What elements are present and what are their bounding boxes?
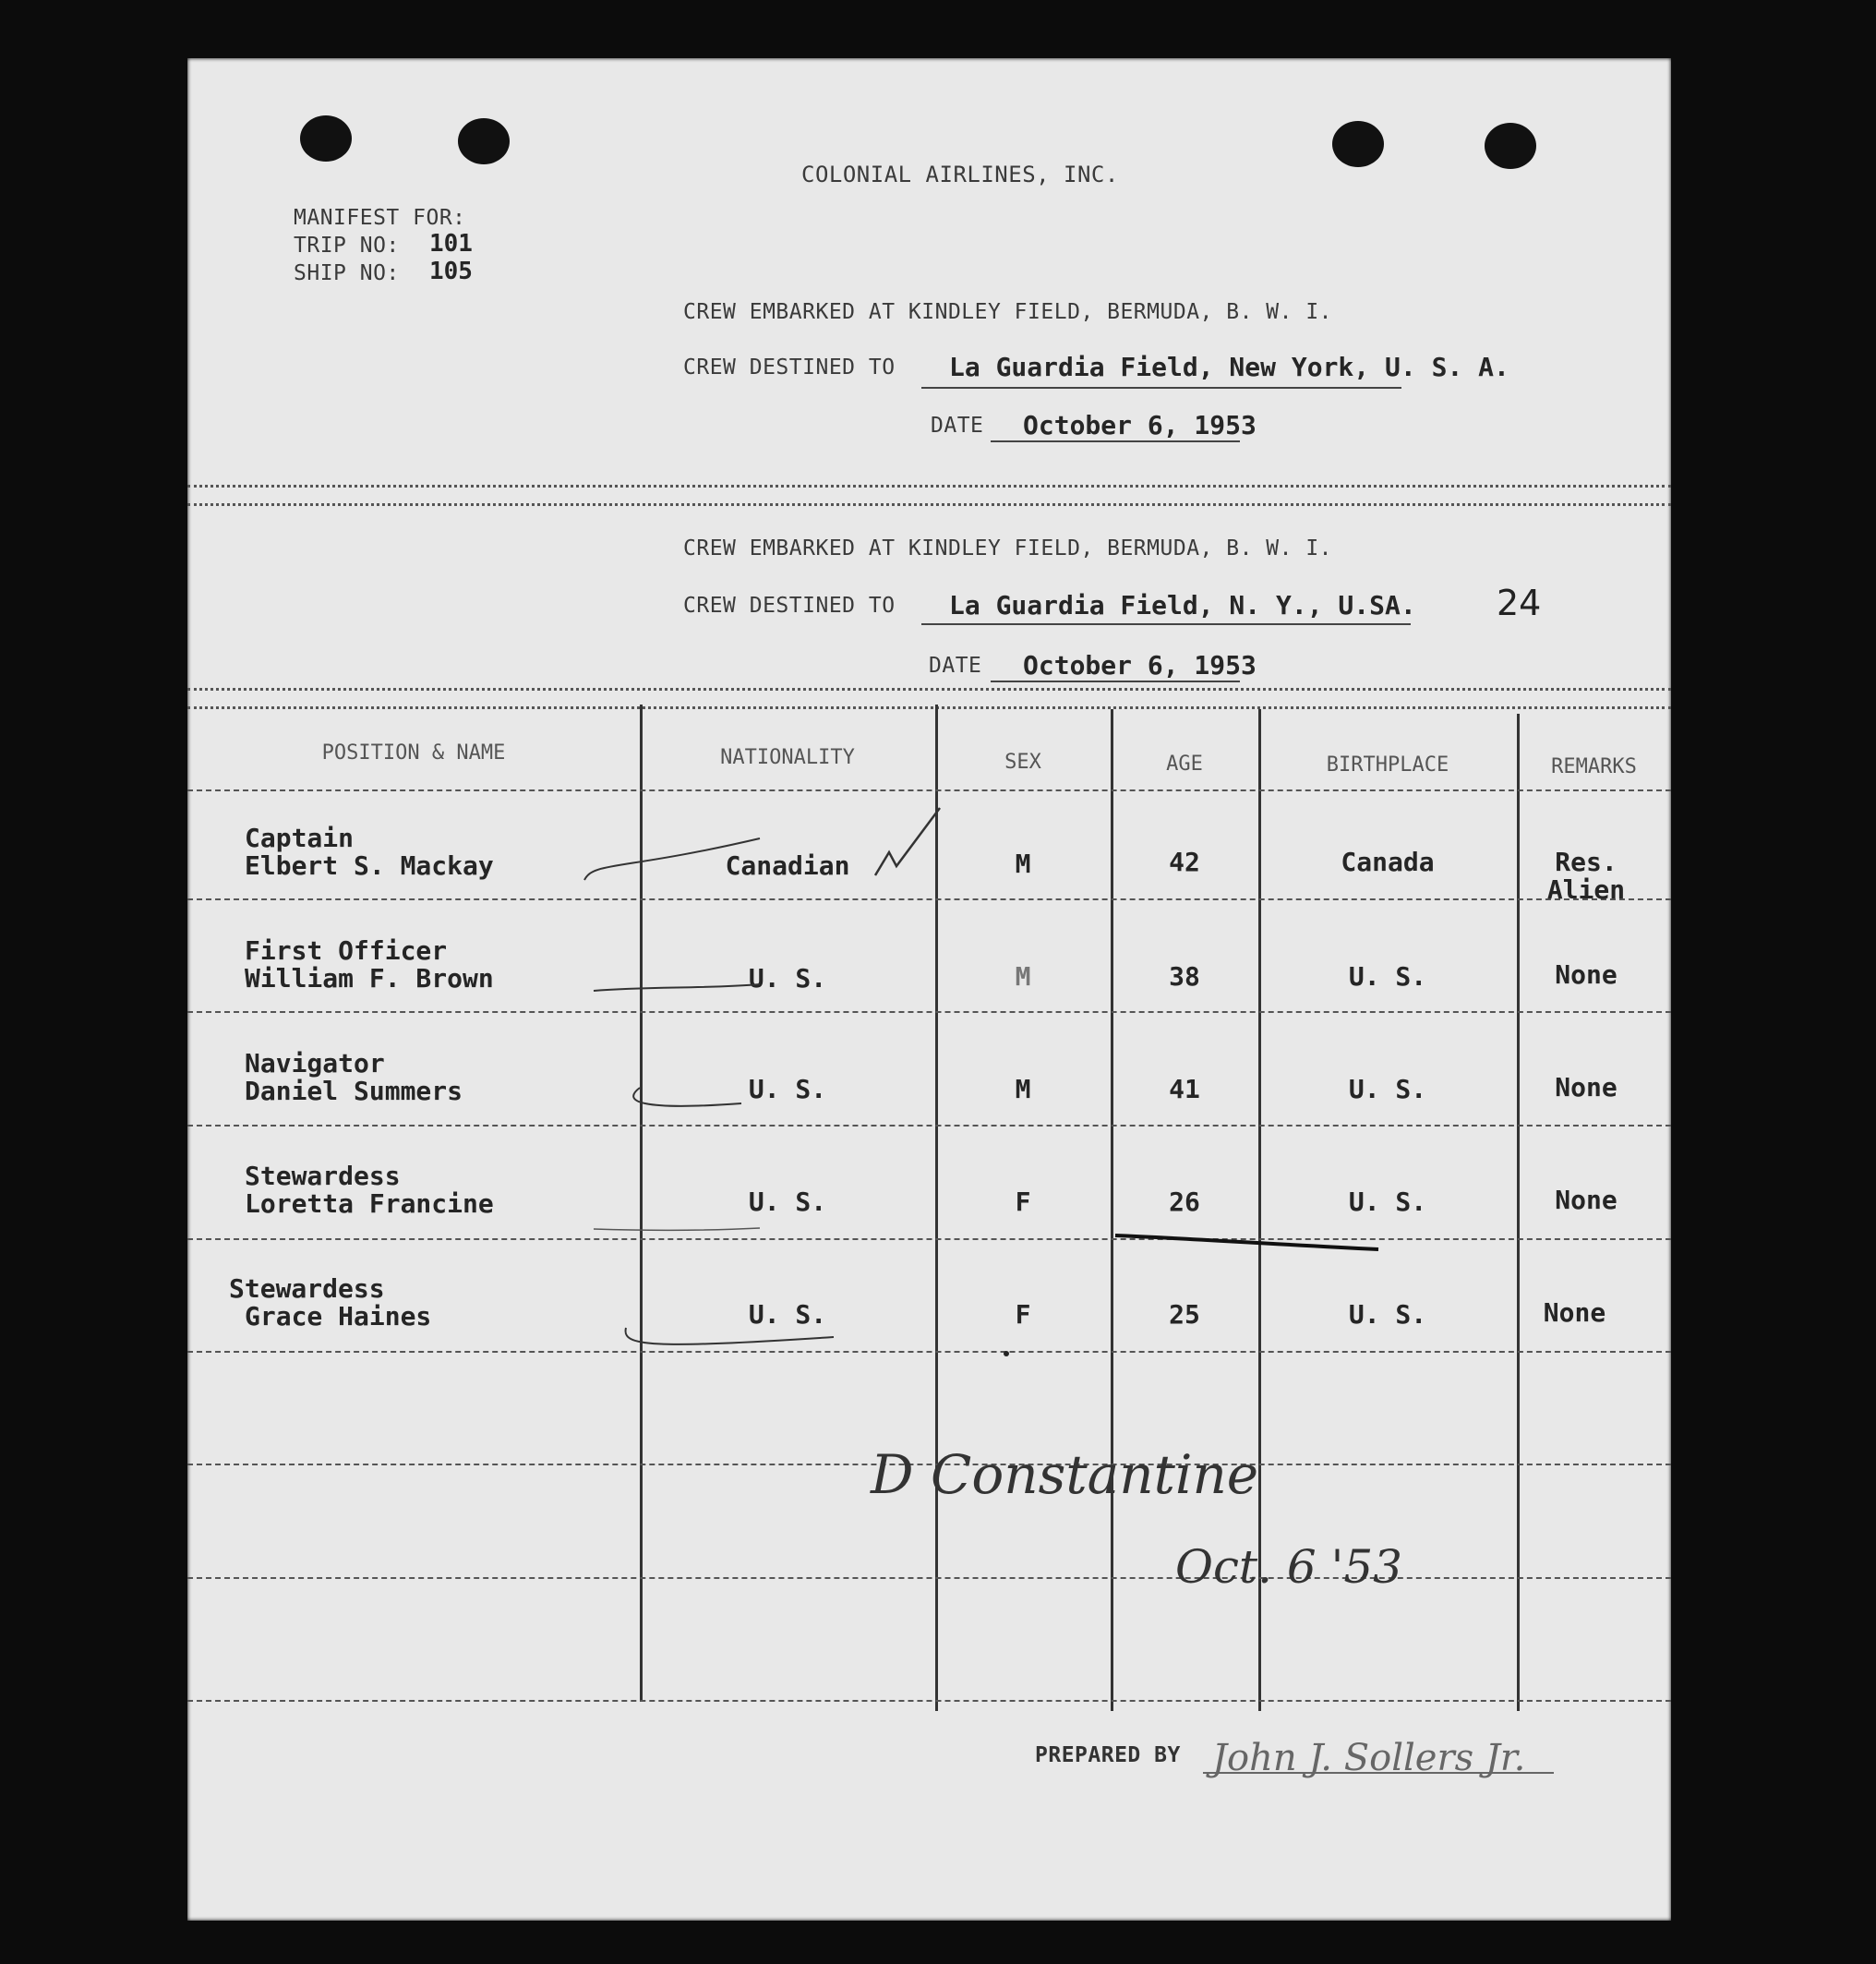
inspector-sign-date: Oct. 6 '53	[1175, 1540, 1402, 1594]
crew-nationality: U. S.	[748, 1187, 827, 1217]
destination-2: La Guardia Field, N. Y., U.SA.	[949, 590, 1416, 621]
crew-remarks-line2: Alien	[1546, 874, 1626, 905]
crew-birthplace: U. S.	[1348, 1299, 1427, 1330]
embarked-line-2: CREW EMBARKED AT KINDLEY FIELD, BERMUDA, B. W. I.	[683, 536, 1333, 560]
crew-sex: F	[1015, 1187, 1031, 1217]
crew-remarks: Res.	[1555, 847, 1617, 877]
crew-remarks: None	[1555, 959, 1617, 990]
crew-sex: M	[1015, 1074, 1031, 1104]
embarked-line-1: CREW EMBARKED AT KINDLEY FIELD, BERMUDA, B. W. I.	[683, 300, 1333, 324]
crew-age: 41	[1169, 1074, 1200, 1104]
crew-sex: M	[1015, 849, 1031, 879]
crew-remarks: None	[1543, 1297, 1606, 1328]
inspector-signature: D Constantine	[871, 1443, 1259, 1506]
trip-number: 101	[429, 230, 473, 258]
crew-nationality: U. S.	[748, 1299, 827, 1330]
company-name: COLONIAL AIRLINES, INC.	[801, 162, 1119, 187]
crew-position: Captain	[245, 823, 355, 853]
preparer-signature: John J. Sollers Jr.	[1212, 1737, 1526, 1779]
crew-age: 25	[1169, 1299, 1200, 1330]
trip-label: TRIP NO:	[294, 234, 400, 258]
date-1: October 6, 1953	[1023, 410, 1257, 440]
crew-sex: F	[1015, 1299, 1031, 1330]
crew-age: 26	[1169, 1187, 1200, 1217]
crew-age: 38	[1169, 961, 1200, 992]
crew-birthplace: U. S.	[1348, 1074, 1427, 1104]
crew-position: Stewardess	[245, 1161, 401, 1191]
crew-birthplace: Canada	[1341, 847, 1435, 877]
ship-number: 105	[429, 258, 473, 285]
col-header-remarks: REMARKS	[1551, 755, 1637, 778]
col-header-age: AGE	[1166, 753, 1203, 776]
crew-nationality: Canadian	[725, 850, 850, 881]
col-header-position: POSITION & NAME	[321, 741, 506, 765]
crew-name: Elbert S. Mackay	[245, 850, 494, 881]
crew-name: William F. Brown	[245, 963, 494, 994]
crew-age: 42	[1169, 847, 1200, 877]
manifest-label: MANIFEST FOR:	[294, 206, 466, 230]
crew-sex: M	[1015, 961, 1031, 992]
destined-label-1: CREW DESTINED TO	[683, 355, 896, 380]
col-header-sex: SEX	[1004, 751, 1041, 774]
date-label-2: DATE	[929, 654, 982, 678]
crew-name: Loretta Francine	[245, 1188, 494, 1219]
crew-position: Stewardess	[229, 1273, 385, 1304]
col-header-birthplace: BIRTHPLACE	[1326, 753, 1449, 777]
crew-position: First Officer	[245, 935, 448, 966]
date-label-1: DATE	[931, 414, 984, 438]
crew-remarks: None	[1555, 1185, 1617, 1215]
ship-label: SHIP NO:	[294, 261, 400, 285]
crew-remarks: None	[1555, 1072, 1617, 1102]
crew-name: Daniel Summers	[245, 1076, 463, 1106]
destined-label-2: CREW DESTINED TO	[683, 594, 896, 618]
date-2: October 6, 1953	[1023, 650, 1257, 681]
prepared-by-label: PREPARED BY	[1035, 1743, 1181, 1767]
manifest-page	[187, 58, 1671, 1921]
crew-birthplace: U. S.	[1348, 1187, 1427, 1217]
crew-name: Grace Haines	[245, 1301, 432, 1331]
crew-birthplace: U. S.	[1348, 961, 1427, 992]
crew-position: Navigator	[245, 1048, 385, 1078]
crew-nationality: U. S.	[748, 963, 827, 994]
page-number-handwritten: 24	[1497, 583, 1542, 623]
col-header-nationality: NATIONALITY	[720, 746, 855, 769]
crew-nationality: U. S.	[748, 1074, 827, 1104]
destination-1: La Guardia Field, New York, U. S. A.	[949, 352, 1509, 382]
